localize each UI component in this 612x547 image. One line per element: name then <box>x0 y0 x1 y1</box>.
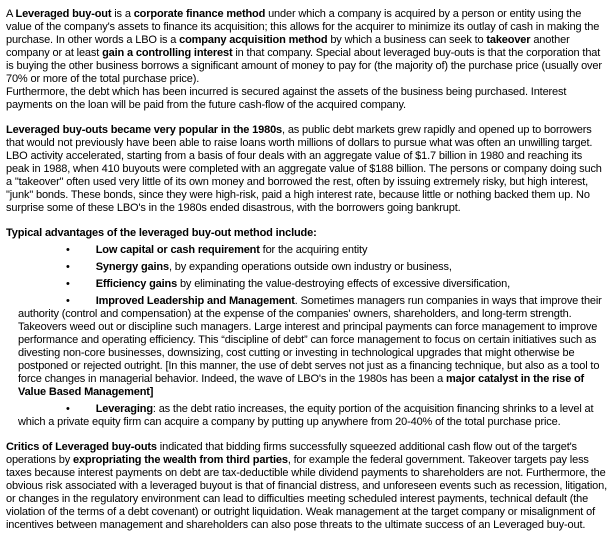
text-run: : as the debt ratio increases, the equity portion of the acquisition financing shrinks to a level at which a private equity firm can acquire a company by putting up anywhere from 20-40% of the total purchase price. <box>18 403 594 428</box>
bullet-item-synergy-gains <box>18 261 607 274</box>
text-run: by which a business can seek to <box>327 34 487 46</box>
bold-text-run: Leveraged buy-outs became very popular in the 1980s <box>6 124 283 136</box>
text-run: in that company. Special about leveraged buy-outs is that the corporation that is buying the other business borrows a significant amount of money to pay for (the majority of) the purchase price (usually over 70% or more of the total purchase price). <box>6 47 602 85</box>
text-run: , for example the federal government. Takeover targets pay less taxes because interest payments on debt are tax-deductible while dividend payments to shareholders are not. Furthermore, the obvious risk associated with a leveraged buyout is that of financial distress, and unforeseen events such as recession, litigation, or changes in the regulatory environment can lead to difficulties meeting scheduled interest payments, technical default (the violation of the terms of a debt covenant) or outright liquidation. Weak management at the target company or misalignment of incentives between management and shareholders can also pose threats to the ultimate success of an Leveraged buy-out. <box>6 454 607 531</box>
bullet-text <box>96 261 452 273</box>
bold-text-run: Critics of Leveraged buy-outs <box>6 441 157 453</box>
bullet-icon: • <box>66 403 70 415</box>
bullet-icon: • <box>66 278 70 290</box>
bold-text-run: corporate finance method <box>133 8 266 20</box>
text-run: another company or at least <box>6 34 570 59</box>
bullet-icon: • <box>66 261 70 273</box>
bold-text-run: Leveraged buy-out <box>15 8 112 20</box>
bullet-text <box>18 295 602 398</box>
popularity-paragraph <box>6 124 607 215</box>
bold-text-run: Efficiency gains <box>95 278 178 290</box>
bold-text-run: Leveraging <box>95 403 153 415</box>
text-run: for the acquiring entity <box>259 244 368 256</box>
bold-text-run: Typical advantages of the leveraged buy-out method include: <box>6 227 317 239</box>
bold-text-run: major catalyst in the rise of Value Based Management] <box>18 373 585 398</box>
bullet-item-leveraging <box>18 403 607 429</box>
critics-paragraph <box>6 441 607 532</box>
bullet-item-efficiency-gains <box>18 278 607 291</box>
bullet-icon: • <box>66 244 70 256</box>
bold-text-run: Synergy gains <box>95 261 169 273</box>
text-run: by eliminating the value-destroying effects of excessive diversification, <box>177 278 510 290</box>
bold-text-run: Improved Leadership and Management <box>95 295 295 307</box>
text-run: under which a company is acquired by a person or entity using the value of the company's assets to finance its acquisition; this allows for the acquirer to minimize its outlay of cash in making the purchase. In other words a LBO is a <box>6 8 600 46</box>
text-run: is a <box>111 8 134 20</box>
intro-paragraph <box>6 8 607 86</box>
bold-text-run: gain a controlling interest <box>102 47 233 59</box>
bold-text-run: company acquisition method <box>179 34 328 46</box>
text-run: indicated that bidding firms successfully squeezed additional cash flow out of the target's operations by <box>6 441 577 466</box>
text-run: A <box>6 8 16 20</box>
advantages-heading <box>6 227 607 240</box>
bold-text-run: Low capital or cash requirement <box>95 244 260 256</box>
bullet-text <box>96 244 368 256</box>
text-run: , by expanding operations outside own industry or business, <box>168 261 452 273</box>
bullet-text <box>18 403 593 428</box>
bullet-text <box>96 278 510 290</box>
text-run: . Sometimes managers run companies in ways that improve their authority (control and compensation) at the expense of the companies' owners, shareholders, and long-term strength. Takeovers weed out or discipline such managers. Large interest and principal payments can force management to improve performance and operating efficiency. This “discipline of debt” can force management to focus on certain initiatives such as divesting non-core businesses, downsizing, cost cutting or investing in technological upgrades that might otherwise be postponed or rejected outright. [In this manner, the use of debt serves not just as a financing technique, but also as a tool to force changes in managerial behavior. Indeed, the wave of LBO's in the 1980s has been a <box>18 295 602 385</box>
bullet-item-improved-leadership <box>18 295 607 399</box>
bullet-item-low-capital <box>18 244 607 257</box>
text-run: , as public debt markets grew rapidly and opened up to borrowers that would not previously have been able to raise loans worth millions of dollars to pursue what was often an unwilling target. LBO activity accelerated, starting from a basis of four deals with an aggregate value of $1.7 billion in 1980 and reaching its peak in 1988, when 410 buyouts were completed with an aggregate value of $188 billion. The persons or company doing such a "takeover" often used very little of its own money and borrowed the rest, often by issuing extremely risky, but high interest, "junk" bonds. These bonds, since they were high-risk, paid a high interest rate, because little or nothing backed them up. No surprise some of these LBO's in the 1980s ended disastrous, with the borrowers going bankrupt. <box>6 124 602 214</box>
bold-text-run: takeover <box>486 34 531 46</box>
text-run: Furthermore, the debt which has been incurred is secured against the assets of the business being purchased. Interest payments on the loan will be paid from the future cash-flow of the acquired company. <box>6 86 567 111</box>
bullet-icon: • <box>66 295 70 307</box>
bold-text-run: expropriating the wealth from third parties <box>73 454 288 466</box>
intro-paragraph-continued <box>6 86 607 112</box>
